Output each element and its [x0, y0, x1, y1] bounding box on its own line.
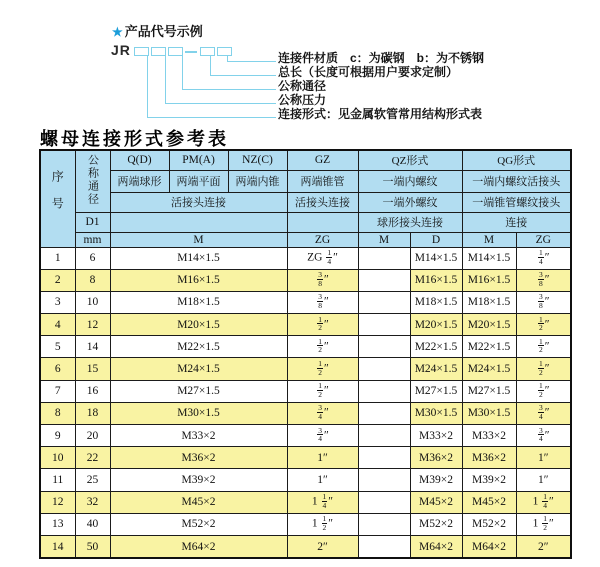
cell-zg: 2″	[287, 535, 358, 558]
fraction: $\frac{3}{8}$	[538, 292, 543, 310]
cell-mm: 20	[75, 425, 110, 447]
header-nz-desc: 两端内锥	[228, 170, 287, 192]
header-col-nz: NZ(C)	[228, 150, 287, 170]
cell-qz-m	[358, 358, 410, 380]
table-row	[40, 291, 571, 313]
cell-qg-zg: $\frac{3}{4}$ ″	[516, 402, 571, 424]
cell-qg-m: M33×2	[462, 425, 516, 447]
table-row	[40, 469, 571, 491]
fraction: $\frac{1}{4}$	[322, 492, 327, 510]
cell-zg: $\frac{3}{8}$ ″	[287, 291, 358, 313]
cell-mm: 14	[75, 336, 110, 358]
header-seq: 序号	[40, 150, 75, 247]
cell-qz-d: M20×1.5	[410, 314, 462, 336]
cell-mm: 12	[75, 314, 110, 336]
cell-qz-d: M52×2	[410, 513, 462, 535]
label-total-length: 总长（长度可根据用户要求定制）	[278, 65, 459, 79]
connector-line	[147, 56, 148, 117]
label-nominal-diameter: 公称通径	[278, 79, 327, 93]
cell-mm: 25	[75, 469, 110, 491]
cell-mm: 15	[75, 358, 110, 380]
header-q-desc: 两端球形	[110, 170, 169, 192]
connector-line	[182, 89, 276, 90]
cell-qz-d: M64×2	[410, 535, 462, 558]
code-box	[200, 47, 215, 56]
cell-qz-m	[358, 247, 410, 269]
cell-qg-zg: $\frac{3}{8}$ ″	[516, 269, 571, 291]
cell-qg-m: M16×1.5	[462, 269, 516, 291]
cell-qz-d: M45×2	[410, 491, 462, 513]
fraction: $\frac{1}{2}$	[318, 336, 322, 355]
table-row	[40, 247, 571, 269]
label-nominal-pressure: 公称压力	[278, 93, 327, 107]
header-m: M	[110, 232, 287, 247]
cell-qg-zg: $\frac{1}{2}$ ″	[516, 336, 571, 358]
header-qg-m: M	[462, 232, 516, 247]
cell-mm: 32	[75, 491, 110, 513]
cell-qz-m	[358, 380, 410, 402]
cell-mm: 50	[75, 535, 110, 558]
connector-line	[147, 117, 276, 118]
cell-qz-d: M39×2	[410, 469, 462, 491]
cell-qg-m: M45×2	[462, 491, 516, 513]
table-row	[40, 336, 571, 358]
cell-m: M39×2	[110, 469, 287, 491]
header-gz-desc: 两端锥管	[287, 170, 358, 192]
cell-qz-d: M14×1.5	[410, 247, 462, 269]
cell-qz-m	[358, 491, 410, 513]
fraction: $\frac{3}{8}$	[538, 270, 543, 288]
cell-qg-zg: $\frac{3}{8}$ ″	[516, 291, 571, 313]
cell-mm: 40	[75, 513, 110, 535]
cell-qz-d: M16×1.5	[410, 269, 462, 291]
table-row	[40, 380, 571, 402]
cell-qz-m	[358, 314, 410, 336]
header-col-qz: QZ形式	[358, 150, 462, 170]
cell-qg-zg: 1″	[516, 447, 571, 469]
cell-qg-m: M39×2	[462, 469, 516, 491]
cell-qz-m	[358, 513, 410, 535]
cell-qg-zg: 1 $\frac{1}{2}$ ″	[516, 513, 571, 535]
cell-no: 11	[40, 469, 75, 491]
table-row	[40, 491, 571, 513]
table-row	[40, 513, 571, 535]
fraction: $\frac{1}{2}$	[538, 381, 543, 399]
header-qg-desc1: 一端内螺纹活接头	[462, 170, 571, 192]
cell-m: M36×2	[110, 447, 287, 469]
header-col-q: Q(D)	[110, 150, 169, 170]
cell-qz-m	[358, 447, 410, 469]
table-title: 螺母连接形式参考表	[40, 129, 229, 149]
header-col-gz: GZ	[287, 150, 358, 170]
cell-no: 3	[40, 291, 75, 313]
cell-qz-m	[358, 535, 410, 558]
table-row	[40, 269, 571, 291]
fraction: $\frac{1}{2}$	[318, 359, 322, 377]
cell-no: 9	[40, 425, 75, 447]
cell-m: M16×1.5	[110, 269, 287, 291]
cell-m: M14×1.5	[110, 247, 287, 269]
cell-qg-m: M36×2	[462, 447, 516, 469]
header-d1: D1	[75, 212, 110, 232]
cell-qg-zg: 2″	[516, 535, 571, 558]
cell-no: 2	[40, 269, 75, 291]
cell-qz-m	[358, 402, 410, 424]
cell-qz-m	[358, 469, 410, 491]
product-code-title	[112, 21, 203, 40]
header-col-qg: QG形式	[462, 150, 571, 170]
fraction: $\frac{3}{4}$	[318, 403, 322, 421]
fraction: $\frac{3}{4}$	[538, 403, 543, 421]
fraction: $\frac{1}{2}$	[322, 514, 327, 532]
fraction: $\frac{1}{2}$	[538, 359, 543, 377]
cell-no: 12	[40, 491, 75, 513]
code-box	[134, 47, 149, 56]
fraction: $\frac{3}{4}$	[318, 425, 322, 444]
cell-no: 6	[40, 358, 75, 380]
cell-qg-m: M64×2	[462, 535, 516, 558]
cell-m: M24×1.5	[110, 358, 287, 380]
code-dash	[185, 51, 197, 53]
header-qz-desc1: 一端内螺纹	[358, 170, 462, 192]
header-pm-desc: 两端平面	[169, 170, 228, 192]
header-mm: mm	[75, 232, 110, 247]
cell-qz-d: M22×1.5	[410, 336, 462, 358]
header-qz-m: M	[358, 232, 410, 247]
cell-qz-m	[358, 291, 410, 313]
cell-qg-zg: $\frac{3}{4}$ ″	[516, 425, 571, 447]
cell-no: 14	[40, 535, 75, 558]
header-union-connection: 活接头连接	[110, 192, 287, 212]
label-connection-form: 连接形式：见金属软管常用结构形式表	[278, 107, 483, 121]
header-qz-d: D	[410, 232, 462, 247]
cell-qg-zg: $\frac{1}{2}$ ″	[516, 358, 571, 380]
header-qz-connection: 球形接头连接	[358, 212, 462, 232]
header-qg-connection: 连接	[462, 212, 571, 232]
header-blank-m	[110, 212, 287, 232]
cell-zg: 1 $\frac{1}{4}$ ″	[287, 491, 358, 513]
cell-qz-m	[358, 336, 410, 358]
cell-m: M33×2	[110, 425, 287, 447]
connector-line	[165, 103, 276, 104]
table-row	[40, 402, 571, 424]
code-prefix: JR	[111, 42, 131, 58]
cell-zg: 1″	[287, 469, 358, 491]
cell-qg-m: M20×1.5	[462, 314, 516, 336]
header-gz-connection: 活接头连接	[287, 192, 358, 212]
header-qz-desc2: 一端外螺纹	[358, 192, 462, 212]
product-code-title-text: 产品代号示例	[124, 24, 203, 39]
cell-qg-zg: 1 $\frac{1}{4}$ ″	[516, 491, 571, 513]
table-row	[40, 358, 571, 380]
cell-zg: $\frac{3}{8}$ ″	[287, 269, 358, 291]
cell-qg-zg: $\frac{1}{2}$ ″	[516, 380, 571, 402]
cell-zg: 1″	[287, 447, 358, 469]
connector-line	[210, 56, 211, 75]
header-col-pm: PM(A)	[169, 150, 228, 170]
cell-mm: 8	[75, 269, 110, 291]
table-row	[40, 425, 571, 447]
cell-qg-zg: $\frac{1}{2}$ ″	[516, 314, 571, 336]
fraction: $\frac{3}{4}$	[538, 425, 543, 444]
cell-qz-d: M36×2	[410, 447, 462, 469]
fraction: $\frac{1}{4}$	[543, 492, 548, 510]
cell-no: 4	[40, 314, 75, 336]
connector-line	[165, 56, 166, 103]
cell-no: 5	[40, 336, 75, 358]
cell-qg-m: M30×1.5	[462, 402, 516, 424]
connector-line	[227, 61, 276, 62]
fraction: $\frac{3}{8}$	[318, 292, 322, 310]
cell-no: 8	[40, 402, 75, 424]
fraction: $\frac{1}{2}$	[543, 514, 548, 532]
fraction: $\frac{1}{2}$	[538, 314, 543, 333]
cell-qz-d: M18×1.5	[410, 291, 462, 313]
cell-zg: $\frac{3}{4}$ ″	[287, 402, 358, 424]
cell-qg-m: M27×1.5	[462, 380, 516, 402]
cell-qg-m: M18×1.5	[462, 291, 516, 313]
table-row	[40, 447, 571, 469]
fraction: $\frac{1}{4}$	[327, 248, 332, 266]
star-icon: ★	[112, 25, 123, 39]
cell-mm: 10	[75, 291, 110, 313]
table-row	[40, 314, 571, 336]
cell-no: 1	[40, 247, 75, 269]
cell-mm: 6	[75, 247, 110, 269]
cell-qg-m: M24×1.5	[462, 358, 516, 380]
cell-qz-m	[358, 269, 410, 291]
table-row	[40, 535, 571, 558]
cell-qz-d: M30×1.5	[410, 402, 462, 424]
cell-zg: 1 $\frac{1}{2}$ ″	[287, 513, 358, 535]
header-qg-zg: ZG	[516, 232, 571, 247]
fraction: $\frac{1}{2}$	[318, 314, 322, 333]
cell-m: M20×1.5	[110, 314, 287, 336]
cell-mm: 22	[75, 447, 110, 469]
cell-mm: 16	[75, 380, 110, 402]
cell-zg: $\frac{3}{4}$ ″	[287, 425, 358, 447]
header-blank-gz	[287, 212, 358, 232]
cell-qg-m: M14×1.5	[462, 247, 516, 269]
cell-m: M64×2	[110, 535, 287, 558]
cell-zg: $\frac{1}{2}$ ″	[287, 380, 358, 402]
cell-qz-m	[358, 425, 410, 447]
label-connector-material: 连接件材质 c：为碳钢 b：为不锈钢	[278, 51, 485, 65]
connector-line	[182, 56, 183, 89]
code-box	[151, 47, 166, 56]
cell-m: M18×1.5	[110, 291, 287, 313]
fraction: $\frac{1}{4}$	[538, 248, 543, 266]
cell-qz-d: M33×2	[410, 425, 462, 447]
code-box	[217, 47, 232, 56]
cell-zg: $\frac{1}{2}$ ″	[287, 314, 358, 336]
cell-zg: $\frac{1}{2}$ ″	[287, 358, 358, 380]
fraction: $\frac{1}{2}$	[318, 381, 322, 399]
cell-m: M22×1.5	[110, 336, 287, 358]
header-qg-desc2: 一端锥管螺纹接头	[462, 192, 571, 212]
cell-qg-m: M22×1.5	[462, 336, 516, 358]
table-body	[40, 247, 571, 558]
cell-mm: 18	[75, 402, 110, 424]
cell-qz-d: M24×1.5	[410, 358, 462, 380]
fraction: $\frac{3}{8}$	[318, 270, 322, 288]
cell-no: 10	[40, 447, 75, 469]
header-nominal-diameter: 公称通径	[75, 150, 110, 212]
cell-zg: ZG $\frac{1}{4}$ ″	[287, 247, 358, 269]
cell-qg-zg: 1″	[516, 469, 571, 491]
cell-zg: $\frac{1}{2}$ ″	[287, 336, 358, 358]
fraction: $\frac{1}{2}$	[538, 336, 543, 355]
cell-m: M30×1.5	[110, 402, 287, 424]
cell-m: M45×2	[110, 491, 287, 513]
cell-qg-m: M52×2	[462, 513, 516, 535]
reference-table	[39, 149, 572, 559]
connector-line	[210, 75, 276, 76]
header-zg: ZG	[287, 232, 358, 247]
cell-qg-zg: $\frac{1}{4}$ ″	[516, 247, 571, 269]
cell-qz-d: M27×1.5	[410, 380, 462, 402]
cell-m: M52×2	[110, 513, 287, 535]
cell-no: 7	[40, 380, 75, 402]
cell-m: M27×1.5	[110, 380, 287, 402]
cell-no: 13	[40, 513, 75, 535]
code-box	[168, 47, 183, 56]
